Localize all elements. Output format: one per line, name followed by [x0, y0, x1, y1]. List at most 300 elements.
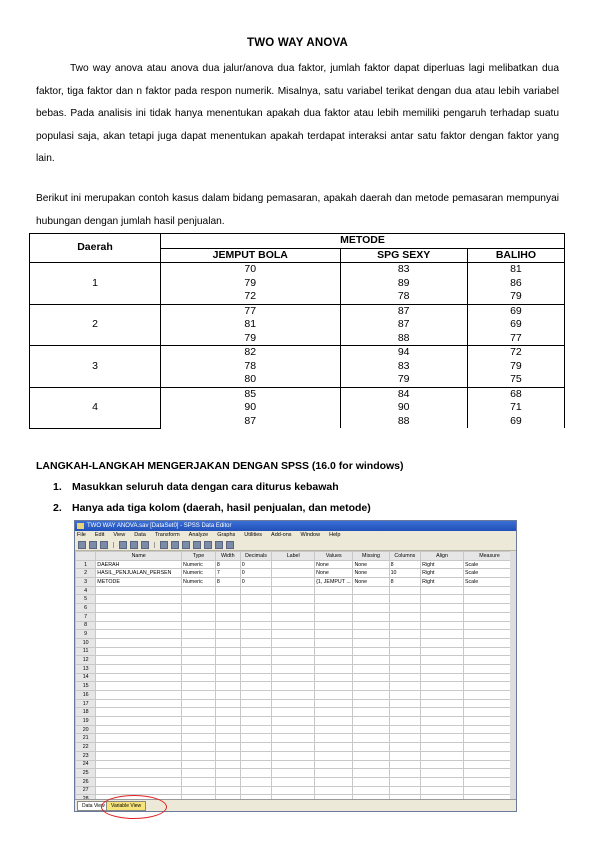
empty-cell[interactable] — [240, 638, 272, 647]
empty-row[interactable] — [76, 786, 516, 795]
empty-cell[interactable] — [240, 769, 272, 778]
empty-cell[interactable] — [421, 760, 464, 769]
variable-measure-cell[interactable]: Scale — [464, 578, 516, 587]
variable-cols-cell[interactable]: 10 — [389, 569, 421, 578]
empty-cell[interactable] — [182, 682, 216, 691]
row-number[interactable]: 26 — [76, 777, 96, 786]
empty-cell[interactable] — [182, 638, 216, 647]
empty-cell[interactable] — [464, 673, 516, 682]
menu-item[interactable]: Data — [134, 532, 146, 538]
empty-cell[interactable] — [215, 734, 240, 743]
empty-cell[interactable] — [182, 691, 216, 700]
row-number[interactable]: 9 — [76, 630, 96, 639]
save-icon[interactable] — [89, 541, 97, 549]
variable-cols-cell[interactable]: 8 — [389, 560, 421, 569]
variable-values-cell[interactable]: None — [315, 560, 353, 569]
empty-cell[interactable] — [315, 612, 353, 621]
empty-cell[interactable] — [464, 664, 516, 673]
empty-cell[interactable] — [464, 621, 516, 630]
empty-cell[interactable] — [421, 586, 464, 595]
empty-cell[interactable] — [272, 638, 315, 647]
empty-cell[interactable] — [215, 691, 240, 700]
empty-cell[interactable] — [96, 751, 182, 760]
empty-cell[interactable] — [182, 673, 216, 682]
row-number[interactable]: 16 — [76, 691, 96, 700]
empty-cell[interactable] — [421, 743, 464, 752]
empty-cell[interactable] — [96, 604, 182, 613]
empty-row[interactable] — [76, 664, 516, 673]
empty-cell[interactable] — [464, 769, 516, 778]
empty-cell[interactable] — [353, 699, 389, 708]
empty-cell[interactable] — [215, 682, 240, 691]
empty-cell[interactable] — [315, 638, 353, 647]
empty-cell[interactable] — [182, 656, 216, 665]
empty-cell[interactable] — [96, 699, 182, 708]
variable-missing-cell[interactable]: None — [353, 569, 389, 578]
variable-dec-cell[interactable]: 0 — [240, 569, 272, 578]
empty-cell[interactable] — [464, 691, 516, 700]
variable-type-cell[interactable]: Numeric — [182, 560, 216, 569]
empty-cell[interactable] — [240, 604, 272, 613]
empty-cell[interactable] — [215, 708, 240, 717]
print-icon[interactable] — [100, 541, 108, 549]
tab-data-view[interactable]: Data View — [77, 801, 110, 811]
empty-cell[interactable] — [215, 595, 240, 604]
undo-icon[interactable] — [119, 541, 127, 549]
empty-cell[interactable] — [389, 604, 421, 613]
variable-name-cell[interactable]: HASIL_PENJUALAN_PERSEN — [96, 569, 182, 578]
empty-cell[interactable] — [315, 751, 353, 760]
empty-cell[interactable] — [240, 699, 272, 708]
empty-cell[interactable] — [315, 708, 353, 717]
empty-cell[interactable] — [215, 638, 240, 647]
empty-cell[interactable] — [389, 586, 421, 595]
column-header[interactable]: Decimals — [240, 552, 272, 561]
empty-cell[interactable] — [182, 769, 216, 778]
row-number[interactable]: 5 — [76, 595, 96, 604]
row-number[interactable]: 15 — [76, 682, 96, 691]
empty-cell[interactable] — [240, 656, 272, 665]
empty-cell[interactable] — [215, 586, 240, 595]
empty-row[interactable] — [76, 682, 516, 691]
empty-cell[interactable] — [353, 734, 389, 743]
column-header[interactable]: Width — [215, 552, 240, 561]
empty-cell[interactable] — [464, 595, 516, 604]
empty-cell[interactable] — [315, 673, 353, 682]
empty-cell[interactable] — [240, 647, 272, 656]
empty-cell[interactable] — [215, 612, 240, 621]
empty-cell[interactable] — [464, 699, 516, 708]
row-number[interactable]: 4 — [76, 586, 96, 595]
empty-cell[interactable] — [240, 664, 272, 673]
variable-name-cell[interactable]: METODE — [96, 578, 182, 587]
empty-cell[interactable] — [389, 647, 421, 656]
empty-cell[interactable] — [315, 734, 353, 743]
empty-cell[interactable] — [182, 777, 216, 786]
empty-cell[interactable] — [272, 612, 315, 621]
menu-item[interactable]: Window — [300, 532, 321, 538]
empty-cell[interactable] — [421, 691, 464, 700]
empty-cell[interactable] — [96, 743, 182, 752]
variable-type-cell[interactable]: Numeric — [182, 578, 216, 587]
empty-cell[interactable] — [353, 664, 389, 673]
empty-cell[interactable] — [272, 769, 315, 778]
empty-cell[interactable] — [96, 786, 182, 795]
empty-cell[interactable] — [389, 630, 421, 639]
menu-item[interactable]: Add-ons — [271, 532, 292, 538]
empty-cell[interactable] — [353, 682, 389, 691]
empty-cell[interactable] — [96, 760, 182, 769]
empty-row[interactable] — [76, 751, 516, 760]
empty-cell[interactable] — [96, 595, 182, 604]
empty-cell[interactable] — [240, 743, 272, 752]
empty-cell[interactable] — [421, 647, 464, 656]
empty-cell[interactable] — [389, 769, 421, 778]
empty-cell[interactable] — [240, 586, 272, 595]
goto-icon[interactable] — [141, 541, 149, 549]
empty-cell[interactable] — [315, 699, 353, 708]
row-number[interactable]: 11 — [76, 647, 96, 656]
empty-cell[interactable] — [421, 751, 464, 760]
empty-cell[interactable] — [389, 612, 421, 621]
empty-cell[interactable] — [353, 777, 389, 786]
variable-align-cell[interactable]: Right — [421, 578, 464, 587]
empty-cell[interactable] — [240, 630, 272, 639]
empty-cell[interactable] — [215, 699, 240, 708]
empty-cell[interactable] — [421, 656, 464, 665]
empty-cell[interactable] — [389, 673, 421, 682]
empty-cell[interactable] — [464, 725, 516, 734]
empty-cell[interactable] — [421, 786, 464, 795]
empty-cell[interactable] — [240, 725, 272, 734]
row-number[interactable]: 3 — [76, 578, 96, 587]
empty-cell[interactable] — [272, 777, 315, 786]
empty-cell[interactable] — [182, 699, 216, 708]
empty-row[interactable] — [76, 630, 516, 639]
empty-cell[interactable] — [240, 621, 272, 630]
empty-cell[interactable] — [421, 682, 464, 691]
column-header[interactable]: Values — [315, 552, 353, 561]
empty-cell[interactable] — [389, 638, 421, 647]
empty-cell[interactable] — [315, 743, 353, 752]
empty-cell[interactable] — [182, 664, 216, 673]
empty-row[interactable] — [76, 708, 516, 717]
empty-cell[interactable] — [353, 595, 389, 604]
empty-cell[interactable] — [240, 760, 272, 769]
empty-cell[interactable] — [215, 656, 240, 665]
empty-cell[interactable] — [96, 725, 182, 734]
menu-item[interactable]: Transform — [154, 532, 180, 538]
empty-cell[interactable] — [96, 717, 182, 726]
empty-cell[interactable] — [353, 743, 389, 752]
empty-cell[interactable] — [389, 691, 421, 700]
empty-cell[interactable] — [464, 638, 516, 647]
empty-cell[interactable] — [272, 682, 315, 691]
variable-row[interactable] — [76, 560, 516, 569]
empty-cell[interactable] — [389, 777, 421, 786]
empty-row[interactable] — [76, 638, 516, 647]
empty-cell[interactable] — [464, 743, 516, 752]
split-file-icon[interactable] — [193, 541, 201, 549]
empty-cell[interactable] — [272, 621, 315, 630]
empty-cell[interactable] — [464, 612, 516, 621]
empty-cell[interactable] — [240, 734, 272, 743]
variable-measure-cell[interactable]: Scale — [464, 569, 516, 578]
empty-row[interactable] — [76, 691, 516, 700]
empty-cell[interactable] — [389, 664, 421, 673]
empty-cell[interactable] — [353, 638, 389, 647]
open-icon[interactable] — [78, 541, 86, 549]
empty-cell[interactable] — [215, 760, 240, 769]
empty-cell[interactable] — [353, 612, 389, 621]
empty-cell[interactable] — [421, 725, 464, 734]
empty-cell[interactable] — [272, 708, 315, 717]
empty-cell[interactable] — [421, 717, 464, 726]
empty-cell[interactable] — [315, 786, 353, 795]
empty-cell[interactable] — [215, 673, 240, 682]
variable-missing-cell[interactable]: None — [353, 578, 389, 587]
empty-row[interactable] — [76, 760, 516, 769]
variable-align-cell[interactable]: Right — [421, 560, 464, 569]
empty-cell[interactable] — [215, 621, 240, 630]
empty-cell[interactable] — [464, 717, 516, 726]
empty-cell[interactable] — [421, 638, 464, 647]
empty-cell[interactable] — [464, 682, 516, 691]
empty-cell[interactable] — [272, 604, 315, 613]
empty-cell[interactable] — [182, 743, 216, 752]
empty-cell[interactable] — [353, 725, 389, 734]
empty-cell[interactable] — [272, 673, 315, 682]
empty-cell[interactable] — [96, 708, 182, 717]
empty-cell[interactable] — [272, 725, 315, 734]
empty-cell[interactable] — [215, 769, 240, 778]
empty-row[interactable] — [76, 604, 516, 613]
empty-cell[interactable] — [315, 630, 353, 639]
empty-cell[interactable] — [182, 621, 216, 630]
empty-cell[interactable] — [240, 717, 272, 726]
empty-cell[interactable] — [272, 699, 315, 708]
empty-cell[interactable] — [96, 769, 182, 778]
empty-cell[interactable] — [464, 751, 516, 760]
empty-cell[interactable] — [96, 673, 182, 682]
empty-cell[interactable] — [96, 691, 182, 700]
empty-cell[interactable] — [315, 656, 353, 665]
row-number[interactable]: 19 — [76, 717, 96, 726]
empty-cell[interactable] — [182, 612, 216, 621]
row-number[interactable]: 12 — [76, 656, 96, 665]
redo-icon[interactable] — [130, 541, 138, 549]
empty-cell[interactable] — [353, 769, 389, 778]
empty-cell[interactable] — [215, 717, 240, 726]
empty-cell[interactable] — [272, 743, 315, 752]
empty-cell[interactable] — [272, 760, 315, 769]
empty-cell[interactable] — [315, 717, 353, 726]
variable-cols-cell[interactable]: 8 — [389, 578, 421, 587]
empty-row[interactable] — [76, 656, 516, 665]
empty-cell[interactable] — [464, 630, 516, 639]
empty-cell[interactable] — [272, 717, 315, 726]
empty-cell[interactable] — [421, 621, 464, 630]
empty-row[interactable] — [76, 586, 516, 595]
empty-cell[interactable] — [215, 647, 240, 656]
row-number[interactable]: 25 — [76, 769, 96, 778]
empty-cell[interactable] — [421, 630, 464, 639]
insert-variable-icon[interactable] — [182, 541, 190, 549]
column-header[interactable]: Measure — [464, 552, 516, 561]
menu-item[interactable]: Help — [329, 532, 341, 538]
empty-cell[interactable] — [353, 621, 389, 630]
empty-cell[interactable] — [272, 786, 315, 795]
row-number[interactable]: 13 — [76, 664, 96, 673]
empty-cell[interactable] — [464, 786, 516, 795]
empty-row[interactable] — [76, 612, 516, 621]
empty-cell[interactable] — [315, 725, 353, 734]
empty-cell[interactable] — [182, 647, 216, 656]
variable-row[interactable] — [76, 569, 516, 578]
empty-cell[interactable] — [96, 638, 182, 647]
find-icon[interactable] — [160, 541, 168, 549]
empty-cell[interactable] — [464, 656, 516, 665]
empty-cell[interactable] — [182, 751, 216, 760]
empty-cell[interactable] — [96, 734, 182, 743]
menu-item[interactable]: File — [77, 532, 86, 538]
empty-cell[interactable] — [389, 725, 421, 734]
variable-width-cell[interactable]: 8 — [215, 560, 240, 569]
empty-cell[interactable] — [421, 769, 464, 778]
empty-cell[interactable] — [182, 586, 216, 595]
empty-cell[interactable] — [421, 673, 464, 682]
empty-cell[interactable] — [96, 664, 182, 673]
variable-label-cell[interactable] — [272, 569, 315, 578]
variable-dec-cell[interactable]: 0 — [240, 578, 272, 587]
empty-cell[interactable] — [389, 621, 421, 630]
empty-cell[interactable] — [96, 586, 182, 595]
empty-cell[interactable] — [96, 621, 182, 630]
empty-cell[interactable] — [389, 786, 421, 795]
variable-width-cell[interactable]: 7 — [215, 569, 240, 578]
column-header[interactable]: Align — [421, 552, 464, 561]
empty-cell[interactable] — [353, 786, 389, 795]
empty-cell[interactable] — [240, 708, 272, 717]
row-number[interactable]: 7 — [76, 612, 96, 621]
empty-cell[interactable] — [315, 777, 353, 786]
empty-cell[interactable] — [464, 760, 516, 769]
empty-row[interactable] — [76, 743, 516, 752]
empty-cell[interactable] — [389, 708, 421, 717]
empty-cell[interactable] — [353, 604, 389, 613]
empty-cell[interactable] — [353, 647, 389, 656]
variable-name-cell[interactable]: DAERAH — [96, 560, 182, 569]
empty-cell[interactable] — [389, 760, 421, 769]
row-number[interactable]: 14 — [76, 673, 96, 682]
empty-cell[interactable] — [272, 751, 315, 760]
empty-row[interactable] — [76, 769, 516, 778]
row-number[interactable]: 18 — [76, 708, 96, 717]
empty-cell[interactable] — [315, 664, 353, 673]
column-header[interactable]: Name — [96, 552, 182, 561]
empty-cell[interactable] — [353, 751, 389, 760]
empty-cell[interactable] — [421, 777, 464, 786]
insert-case-icon[interactable] — [171, 541, 179, 549]
empty-cell[interactable] — [272, 586, 315, 595]
empty-cell[interactable] — [215, 604, 240, 613]
empty-cell[interactable] — [96, 647, 182, 656]
row-number[interactable]: 20 — [76, 725, 96, 734]
column-header[interactable]: Missing — [353, 552, 389, 561]
empty-cell[interactable] — [240, 777, 272, 786]
empty-row[interactable] — [76, 621, 516, 630]
column-header[interactable]: Columns — [389, 552, 421, 561]
variable-align-cell[interactable]: Right — [421, 569, 464, 578]
empty-cell[interactable] — [464, 586, 516, 595]
empty-cell[interactable] — [315, 621, 353, 630]
empty-cell[interactable] — [315, 760, 353, 769]
empty-cell[interactable] — [464, 647, 516, 656]
empty-row[interactable] — [76, 595, 516, 604]
row-number[interactable]: 24 — [76, 760, 96, 769]
empty-row[interactable] — [76, 725, 516, 734]
empty-cell[interactable] — [464, 708, 516, 717]
menu-item[interactable]: Graphs — [217, 532, 236, 538]
empty-cell[interactable] — [421, 595, 464, 604]
empty-cell[interactable] — [182, 786, 216, 795]
empty-cell[interactable] — [421, 734, 464, 743]
row-number[interactable]: 22 — [76, 743, 96, 752]
empty-cell[interactable] — [389, 595, 421, 604]
empty-cell[interactable] — [182, 734, 216, 743]
empty-cell[interactable] — [353, 673, 389, 682]
variable-label-cell[interactable] — [272, 578, 315, 587]
value-labels-icon[interactable] — [226, 541, 234, 549]
empty-cell[interactable] — [240, 682, 272, 691]
empty-row[interactable] — [76, 717, 516, 726]
empty-cell[interactable] — [215, 743, 240, 752]
menu-item[interactable]: Analyze — [188, 532, 209, 538]
empty-cell[interactable] — [215, 786, 240, 795]
empty-cell[interactable] — [182, 760, 216, 769]
column-header[interactable]: Label — [272, 552, 315, 561]
empty-cell[interactable] — [353, 656, 389, 665]
empty-cell[interactable] — [389, 751, 421, 760]
empty-cell[interactable] — [182, 717, 216, 726]
empty-cell[interactable] — [240, 673, 272, 682]
empty-cell[interactable] — [96, 777, 182, 786]
empty-cell[interactable] — [240, 691, 272, 700]
empty-cell[interactable] — [315, 595, 353, 604]
empty-cell[interactable] — [315, 691, 353, 700]
row-number[interactable]: 2 — [76, 569, 96, 578]
empty-cell[interactable] — [215, 777, 240, 786]
empty-cell[interactable] — [240, 786, 272, 795]
empty-row[interactable] — [76, 673, 516, 682]
column-header[interactable]: Type — [182, 552, 216, 561]
empty-cell[interactable] — [272, 691, 315, 700]
empty-cell[interactable] — [240, 612, 272, 621]
select-cases-icon[interactable] — [215, 541, 223, 549]
empty-cell[interactable] — [182, 708, 216, 717]
empty-cell[interactable] — [353, 586, 389, 595]
empty-cell[interactable] — [96, 656, 182, 665]
empty-cell[interactable] — [464, 734, 516, 743]
row-number[interactable]: 17 — [76, 699, 96, 708]
empty-cell[interactable] — [421, 612, 464, 621]
empty-cell[interactable] — [353, 708, 389, 717]
variable-type-cell[interactable]: Numeric — [182, 569, 216, 578]
empty-cell[interactable] — [215, 751, 240, 760]
empty-cell[interactable] — [272, 630, 315, 639]
empty-cell[interactable] — [389, 656, 421, 665]
tab-variable-view[interactable]: Variable View — [106, 801, 146, 811]
